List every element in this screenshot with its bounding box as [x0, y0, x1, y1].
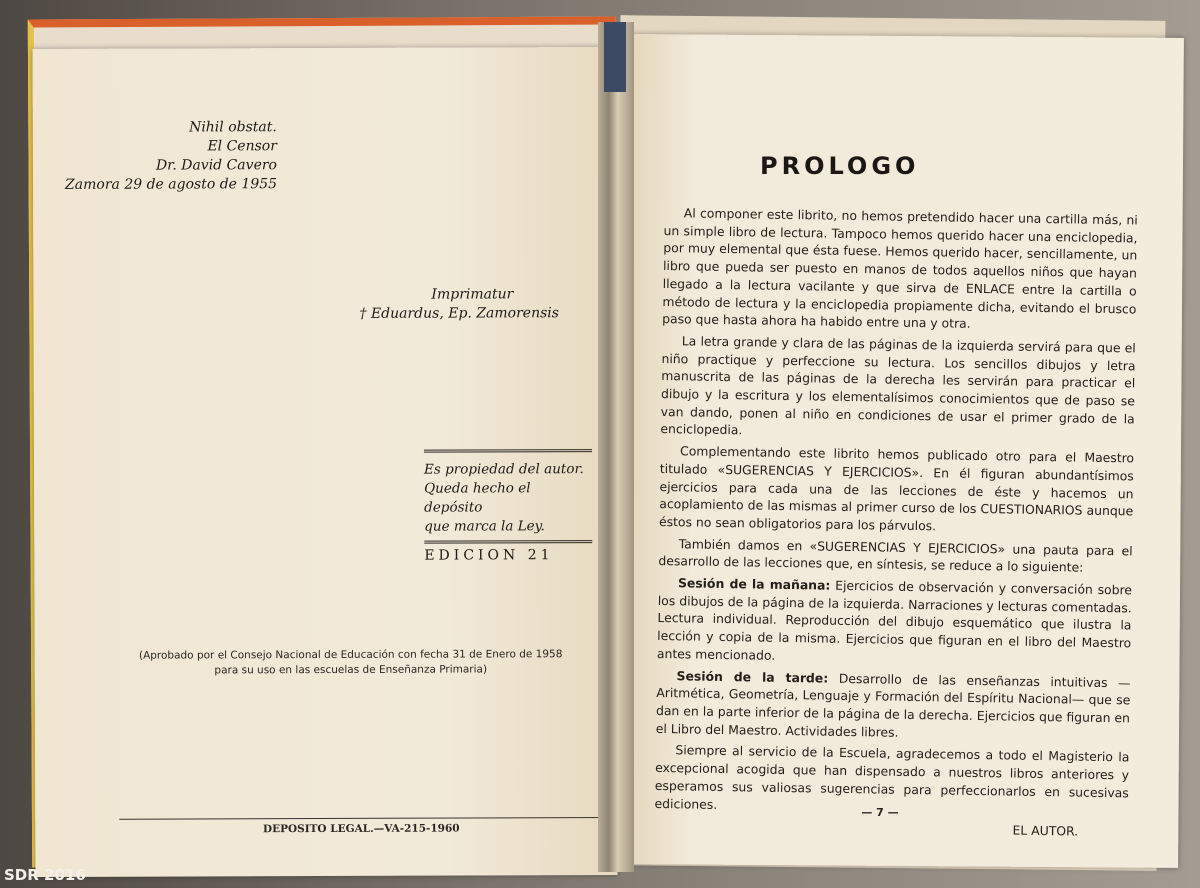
property-line: que marca la Ley.	[424, 518, 545, 535]
afternoon-session	[656, 667, 1131, 745]
imprimatur-line: † Eduardus, Ep. Zamorensis	[359, 305, 559, 322]
photo-watermark: SDR 2016	[4, 866, 86, 884]
prologue-paragraph: Al componer este librito, no hemos pretendido hacer una cartilla más, ni un simple libro de lectura. Tampoco hemos querido hacer una enciclopedia, por muy elemental que ésta fuese. Hemos querido hacer, sencillamente, un libro que pueda ser puesto en manos de todos aquellos niños que hayan llegado a la lectura vacilante y que sirva de ENLACE entre la cartilla o método de lectura y la enciclopedia propiamente dicha, evitando el brusco paso que hasta ahora ha habido entre una y otra.	[662, 205, 1138, 332]
left-page	[33, 47, 618, 877]
afternoon-session-label: Sesión de la tarde:	[676, 667, 829, 686]
censor-line: Zamora 29 de agosto de 1955	[65, 176, 278, 193]
prologue-paragraph: También damos en «SUGERENCIAS Y EJERCICIOS» una pauta para el desarrollo de las lecciones que, en síntesis, se reduce a lo siguiente:	[658, 535, 1133, 575]
property-line: Es propiedad del autor.	[423, 461, 584, 478]
morning-session-label: Sesión de la mañana:	[677, 575, 831, 593]
deposit-rule	[119, 817, 609, 820]
legal-deposit: DEPOSITO LEGAL.—VA-215-1960	[262, 822, 460, 836]
spine-binding	[604, 22, 626, 92]
prologue-body	[654, 204, 1138, 841]
imprimatur-line: Imprimatur	[431, 286, 514, 303]
censor-block	[57, 118, 277, 195]
imprimatur-block	[359, 285, 599, 324]
afternoon-session-text: Desarrollo de las enseñanzas intuitivas —Aritmética, Geometría, Lenguaje y Formación del Espíritu Nacional— que se dan en la parte inferior de la página de la derecha. Ejercicios que figuran en el Libro del Maestro. Actividades libres.	[655, 670, 1131, 740]
closing-paragraph: Siempre al servicio de la Escuela, agradecemos a todo el Magisterio la excepcional acogida que han dispensado a nuestros libros anteriores y esperamos sus valiosas sugerencias para perfeccionarlos en sucesivas ediciones.	[654, 742, 1130, 812]
approval-note	[111, 647, 591, 679]
property-line: Queda hecho el depósito	[424, 480, 531, 516]
censor-line: Dr. David Cavero	[155, 157, 277, 174]
approval-line: para su uso en las escuelas de Enseñanza Primaria)	[214, 663, 488, 677]
prologue-title: PROLOGO	[760, 152, 920, 180]
page-number: — 7 —	[861, 806, 899, 819]
morning-session-text: Ejercicios de observación y conversación sobre los dibujos de la página de la izquierda. Narraciones y lecturas comentadas. Lectura individual. Reproducción del dibujo esquemático que ilustra la lección y copia de la misma. Ejercicios que figuran en el libro del Maestro antes mencionado.	[656, 577, 1133, 663]
property-notice	[424, 449, 592, 564]
prologue-paragraph: Complementando este librito hemos publicado otro para el Maestro titulado «SUGERENCIAS Y EJERCICIOS». En él figuran abundantísimos ejercicios para cada una de las lecciones de éste y hacemos un acoplamiento de las mismas al primer curso de los CUESTIONARIOS aunque éstos no sean obligatorios para los párvulos.	[658, 443, 1135, 534]
approval-line: (Aprobado por el Consejo Nacional de Educación con fecha 31 de Enero de 1958	[138, 648, 563, 662]
censor-line: El Censor	[207, 138, 277, 155]
censor-line: Nihil obstat.	[189, 119, 277, 136]
book-gutter	[598, 22, 634, 872]
edition-label: EDICION 21	[424, 540, 592, 564]
author-signature: EL AUTOR.	[1012, 822, 1079, 839]
morning-session	[657, 574, 1132, 670]
prologue-paragraph: La letra grande y clara de las páginas de la izquierda servirá para que el niño practique y perfeccione su lectura. Los sencillos dibujos y letra manuscrita de las páginas de la derecha les servirán para practicar el dibujo y la escritura y los elementalísimos conocimientos que de paso se van dando, ponen al niño en condiciones de usar el primer grado de la enciclopedia.	[660, 333, 1136, 438]
